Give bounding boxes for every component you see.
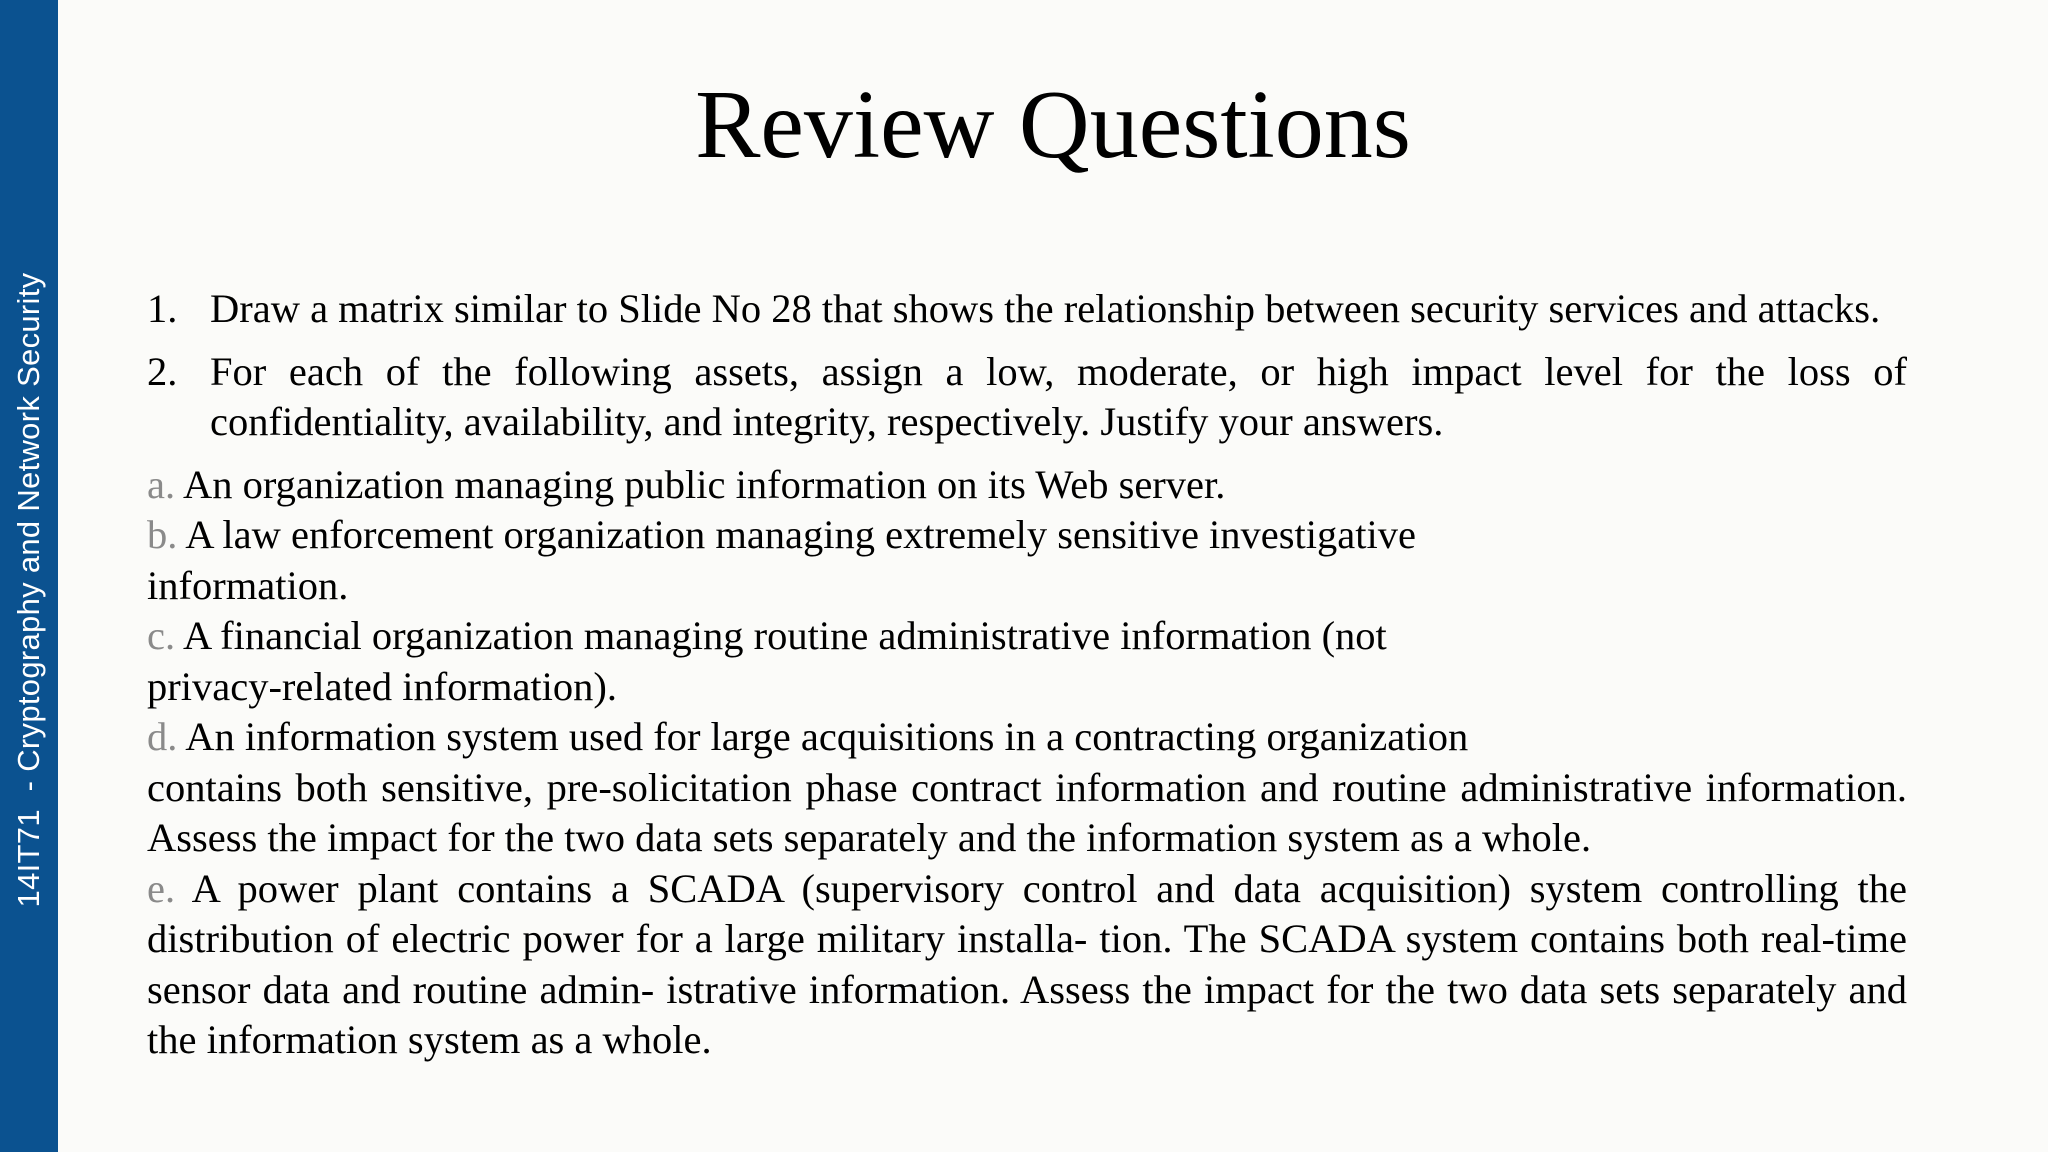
sub-item-c	[147, 611, 1907, 712]
question-text: Draw a matrix similar to Slide No 28 that shows the relationship between security services and attacks.	[210, 286, 1881, 331]
question-number: 2.	[147, 348, 178, 394]
sub-item-text: An information system used for large acquisitions in a contracting organization	[185, 714, 1469, 759]
sub-item-e	[147, 864, 1907, 1066]
sidebar-band	[0, 0, 58, 1152]
sub-item-text: A law enforcement organization managing extremely sensitive investigative	[185, 512, 1417, 557]
slide-content	[147, 284, 1907, 1066]
question-number: 1.	[147, 286, 178, 331]
question-2	[147, 347, 1907, 448]
sub-item-text: An organization managing public information on its Web server.	[183, 461, 1226, 507]
sub-item-first-line	[147, 712, 1907, 763]
course-label: 14IT71 - Cryptography and Network Security	[11, 272, 46, 908]
sub-item-letter: d.	[147, 714, 178, 759]
sub-item-letter: e.	[147, 865, 176, 911]
sub-item-a	[147, 460, 1907, 511]
sub-item-letter: c.	[147, 613, 176, 658]
sub-item-continuation: information.	[147, 562, 349, 608]
question-1	[147, 284, 1907, 335]
sub-item-text: A power plant contains a SCADA (supervisory control and data acquisition) system controlling the distribution of electric power for a large military installa- tion. The SCADA system contains both real-time sensor data and routine admin- istrative information. Assess the impact for the two data sets separately and the information system as a whole.	[147, 865, 1907, 1062]
sub-item-letter: b.	[147, 512, 178, 557]
question-text: For each of the following assets, assign a low, moderate, or high impact level for the loss of confidentiality, availability, and integrity, respectively. Justify your answers.	[210, 348, 1907, 444]
sub-item-d	[147, 712, 1907, 864]
sub-item-first-line	[147, 611, 1907, 662]
sub-item-letter: a.	[147, 461, 176, 507]
sub-item-continuation: privacy-related information).	[147, 663, 618, 709]
sub-item-b	[147, 510, 1907, 611]
sub-item-text: A financial organization managing routine administrative information (not	[183, 613, 1387, 658]
slide-title: Review Questions	[695, 71, 1411, 179]
sub-item-first-line	[147, 510, 1907, 561]
sub-item-continuation: contains both sensitive, pre-solicitation phase contract information and routine administrative information. Assess the impact for the two data sets separately and the information system as a whole.	[147, 764, 1907, 860]
